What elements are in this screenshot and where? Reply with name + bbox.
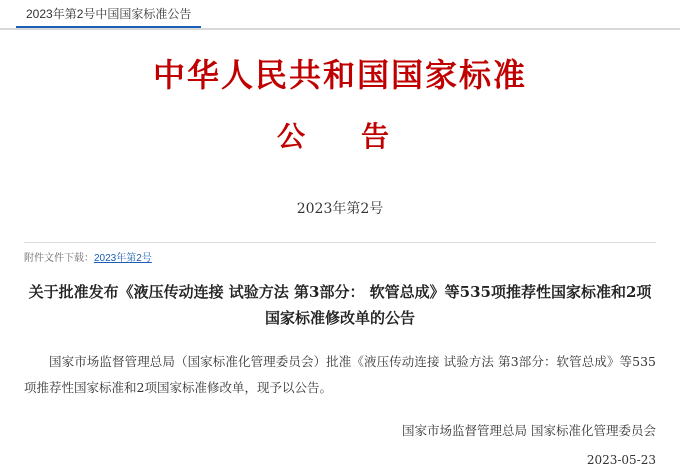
attachment-label: 附件文件下载： <box>24 252 94 264</box>
attachment-row <box>24 251 656 267</box>
publish-date: 2023-05-23 <box>586 452 656 467</box>
tab-bar <box>0 0 680 30</box>
document-content <box>0 56 680 467</box>
announcement-body: 国家市场监督管理总局（国家标准化管理委员会）批准《液压传动连接 试验方法 第3部分：软管总成》等535项推荐性国家标准和2项国家标准修改单，现予以公告。 <box>24 353 656 395</box>
announcement-title: 关于批准发布《液压传动连接 试验方法 第3部分： 软管总成》等535项推荐性国家标准和2项国家标准修改单的公告 <box>28 282 652 327</box>
page-title: 中华人民共和国国家标准 <box>152 56 527 94</box>
horizontal-divider <box>24 242 656 243</box>
attachment-download-link[interactable]: 2023年第2号 <box>94 252 152 264</box>
page-subtitle: 公 告 <box>276 120 403 154</box>
issue-number: 2023年第2号 <box>296 200 384 217</box>
issuing-authority: 国家市场监督管理总局 国家标准化管理委员会 <box>402 422 656 438</box>
tab-announcement-2023-no2[interactable]: 2023年第2号中国国家标准公告 <box>16 0 201 28</box>
